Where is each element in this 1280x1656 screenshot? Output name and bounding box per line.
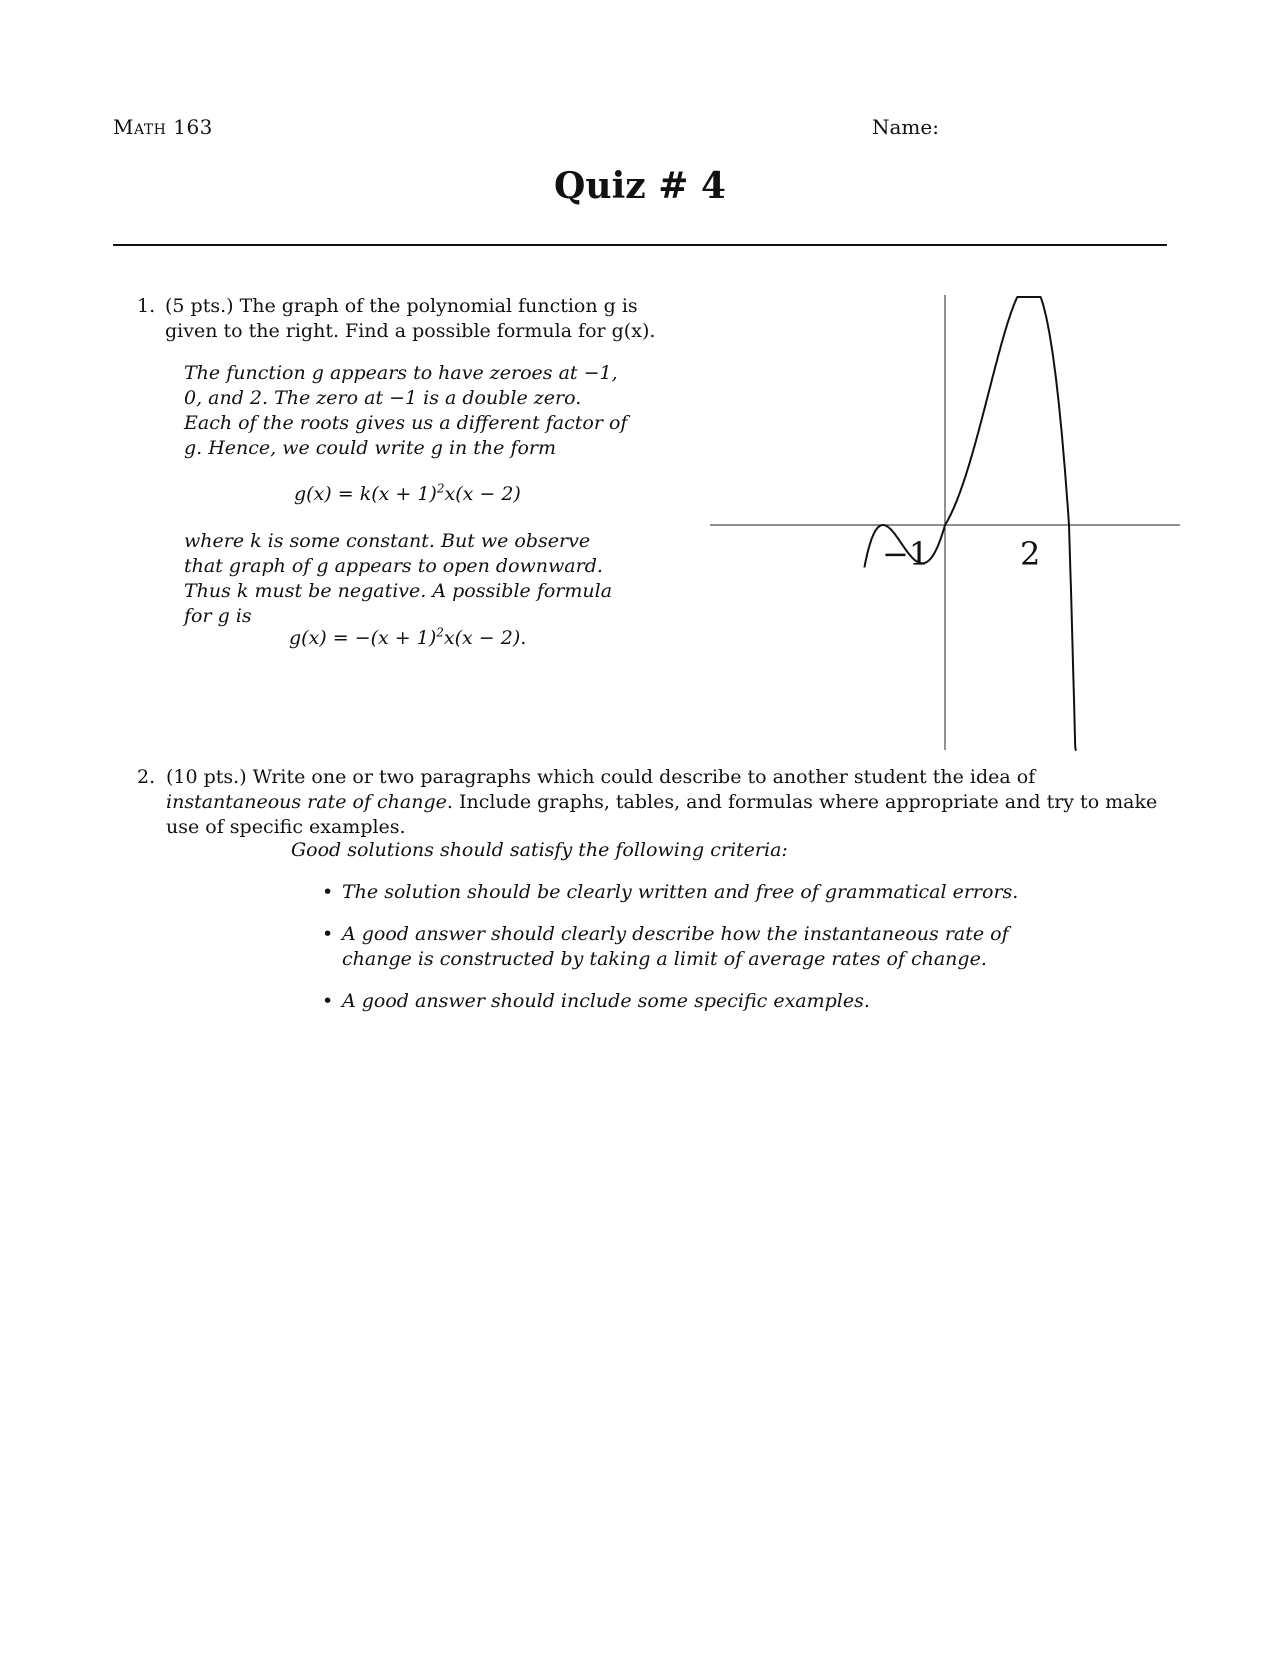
question-2-text-after: . Include graphs, tables, and formulas where appropriate and try to make use of specific examples. xyxy=(166,791,1158,838)
criteria-item xyxy=(316,880,1076,905)
quiz-title: Quiz # 4 xyxy=(554,165,726,207)
equation-final-form xyxy=(289,626,526,651)
name-field-label: Name: xyxy=(872,115,939,139)
question-1-solution-part1: The function g appears to have zeroes at −1, 0, and 2. The zero at −1 is a double zero. Each of the roots gives us a different factor of g. Hence, we could write g in the form xyxy=(184,362,628,459)
question-1-number: 1. xyxy=(137,295,156,317)
criteria-item xyxy=(316,989,1076,1014)
equation2-right: x(x − 2). xyxy=(443,627,527,649)
header-divider xyxy=(113,244,1167,246)
question-1-prompt xyxy=(137,294,657,344)
polynomial-curve xyxy=(864,297,1076,750)
question-1-solution-part2: where k is some constant. But we observe that graph of g appears to open downward. Thus k must be negative. A possible formula for g is xyxy=(184,530,613,627)
question-2-emphasis: instantaneous rate of change xyxy=(166,791,447,813)
polynomial-graph xyxy=(710,295,1180,755)
equation-general-form xyxy=(294,482,521,507)
equation2-left: g(x) = −(x + 1) xyxy=(289,627,437,649)
tick-label-2: 2 xyxy=(1020,535,1041,573)
criteria-list xyxy=(316,880,1076,1031)
bullet-icon: • xyxy=(322,923,334,945)
bullet-icon: • xyxy=(322,990,334,1012)
criteria-text: A good answer should clearly describe how the instantaneous rate of change is constructed by taking a limit of average rates of change. xyxy=(342,923,1009,970)
question-2-text-before: (10 pts.) Write one or two paragraphs which could describe to another student the idea of xyxy=(166,766,1036,788)
equation1-left: g(x) = k(x + 1) xyxy=(294,483,437,505)
question-2-text xyxy=(166,765,1167,840)
criteria-text: A good answer should include some specific examples. xyxy=(342,990,870,1012)
bullet-icon: • xyxy=(322,881,334,903)
course-label: Math 163 xyxy=(113,115,213,139)
equation2-exponent: 2 xyxy=(436,625,444,640)
criteria-text: The solution should be clearly written and free of grammatical errors. xyxy=(342,881,1019,903)
question-2-number: 2. xyxy=(137,766,156,788)
question-2-prompt xyxy=(137,765,1167,840)
criteria-intro: Good solutions should satisfy the following criteria: xyxy=(291,839,788,861)
question-1-text: (5 pts.) The graph of the polynomial function g is given to the right. Find a possible formula for g(x). xyxy=(165,295,656,342)
equation1-exponent: 2 xyxy=(436,481,445,496)
equation1-right: x(x − 2) xyxy=(444,483,521,505)
tick-label-neg1: −1 xyxy=(882,535,930,573)
criteria-item xyxy=(316,922,1076,972)
